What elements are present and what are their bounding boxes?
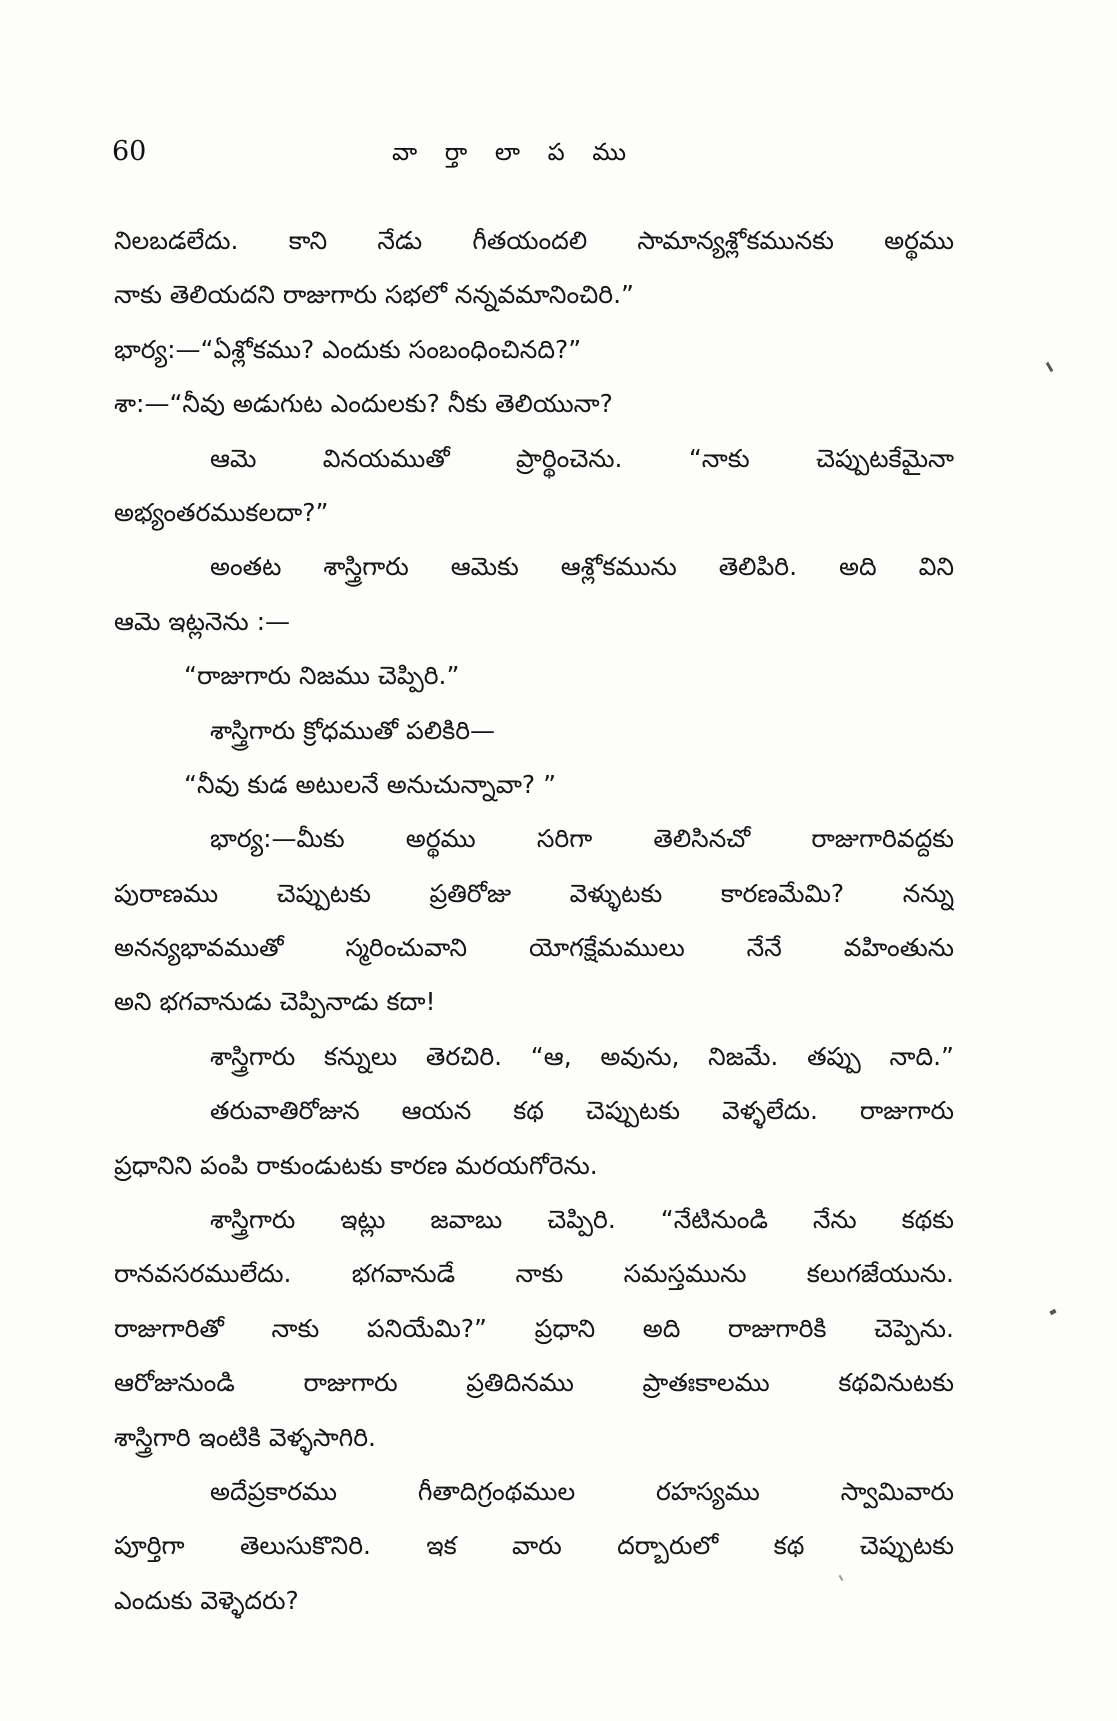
text-line: శాస్త్రిగారు ఇట్లు జవాబు చెప్పిరి. “నేటినుండి నేను కథకు	[210, 1205, 954, 1235]
text-line: ఆమె ఇట్లనెను :—	[114, 606, 290, 636]
text-line: పూర్తిగా తెలుసుకొనిరి. ఇక వారు దర్బారులో కథ చెప్పుటకు	[114, 1531, 954, 1561]
text-line: అభ్యంతరముకలదా?”	[114, 497, 329, 527]
text-line: పురాణము చెప్పుటకు ప్రతిరోజు వెళ్ళుటకు కారణమేమి? నన్ను	[114, 878, 954, 908]
text-line: నాకు తెలియదని రాజుగారు సభలో నన్నవమానించిరి.”	[114, 280, 635, 310]
text-line: అని భగవానుడు చెప్పినాడు కదా!	[114, 987, 436, 1017]
text-line: నిలబడలేదు. కాని నేడు గీతయందలి సామాన్యశ్లోకమునకు అర్థము	[114, 226, 954, 255]
text-line: శాస్త్రిగారి ఇంటికి వెళ్ళసాగిరి.	[114, 1422, 376, 1452]
text-line: భార్య:—మీకు అర్థము సరిగా తెలిసినచో రాజుగారివద్దకు	[210, 824, 954, 854]
scan-speck	[1046, 362, 1054, 372]
text-line: ఆమె వినయముతో ప్రార్థించెను. “నాకు చెప్పుటకేమైనా	[210, 443, 954, 473]
text-line: అదేప్రకారము గీతాదిగ్రంథముల రహస్యము స్వామివారు	[210, 1476, 954, 1506]
text-line: రాజుగారితో నాకు పనియేమి?” ప్రధాని అది రాజుగారికి చెప్పెను.	[114, 1313, 954, 1343]
text-line: శాస్త్రిగారు కన్నులు తెరచిరి. “ఆ, అవును, నిజమే. తప్పు నాది.”	[210, 1041, 954, 1071]
text-line: “నీవు కుడ అటులనే అనుచున్నావా? ”	[184, 769, 557, 799]
text-line: రానవసరములేదు. భగవానుడే నాకు సమస్తమును కలుగజేయును.	[114, 1259, 954, 1289]
text-line: అనన్యభావముతో స్మరించువాని యోగక్షేమములు నేనే వహింతును	[114, 933, 954, 963]
text-line: శాస్త్రిగారు క్రోధముతో పలికిరి—	[210, 715, 496, 745]
text-line: ఆరోజునుండి రాజుగారు ప్రతిదినము ప్రాతఃకాలము కథవినుటకు	[114, 1368, 954, 1398]
text-line: “రాజుగారు నిజము చెప్పిరి.”	[184, 661, 460, 691]
page-number: 60	[112, 136, 147, 167]
body-text	[114, 214, 954, 1628]
page-header	[112, 136, 952, 176]
text-line: అంతట శాస్త్రిగారు ఆమెకు ఆశ్లోకమును తెలిపిరి. అది విని	[210, 552, 954, 582]
text-line: తరువాతిరోజున ఆయన కథ చెప్పుటకు వెళ్ళలేదు. రాజుగారు	[210, 1096, 954, 1126]
text-line: శా:—“నీవు అడుగుట ఎందులకు? నీకు తెలియునా?	[114, 389, 613, 419]
text-line: ప్రధానిని పంపి రాకుండుటకు కారణ మరయగోరెను.	[114, 1150, 598, 1180]
text-line: భార్య:—“ఏశ్లోకము? ఎందుకు సంబంధించినది?”	[114, 334, 582, 364]
scan-speck	[1049, 1309, 1056, 1315]
running-head: వా ర్తా లా ప ము	[392, 138, 637, 166]
text-line: ఎందుకు వెళ్ళెదరు?	[114, 1585, 299, 1615]
